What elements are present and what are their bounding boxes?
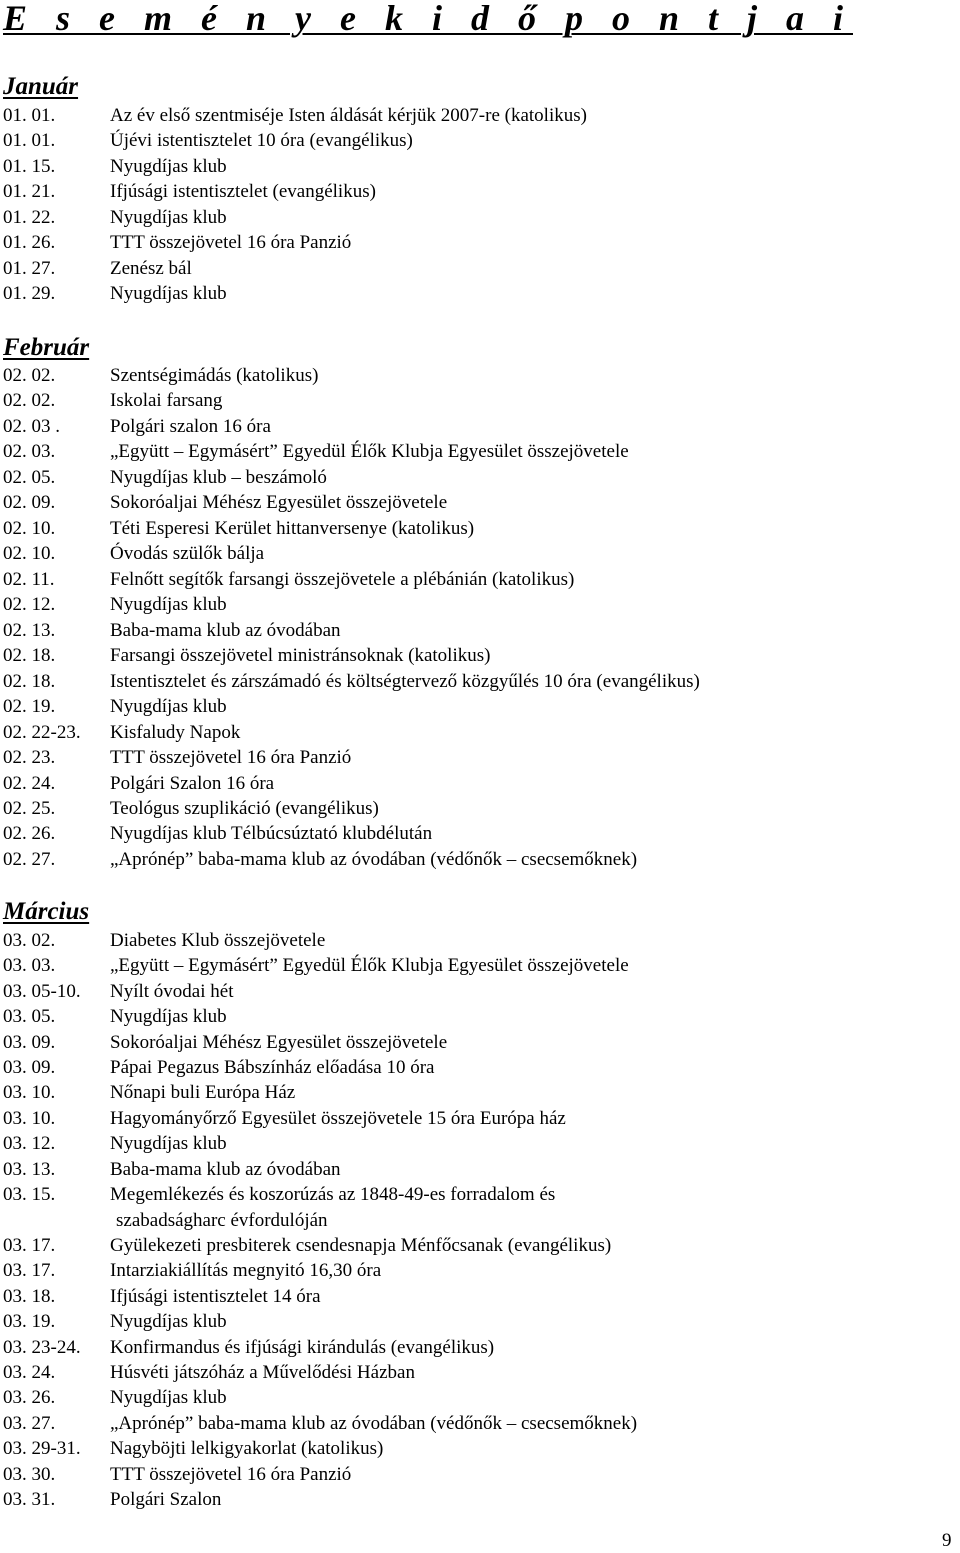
event-date: 01. 29. xyxy=(3,283,56,304)
event-description: „Együtt – Egymásért” Egyedül Élők Klubja Egyesület összejövetele xyxy=(110,955,629,976)
event-description: TTT összejövetel 16 óra Panzió xyxy=(110,232,352,253)
event-description: Óvodás szülők bálja xyxy=(110,543,265,564)
event-description: Iskolai farsang xyxy=(110,390,223,411)
event-description: Polgári Szalon 16 óra xyxy=(110,773,275,794)
event-date: 03. 29-31. xyxy=(3,1438,81,1459)
event-date: 02. 26. xyxy=(3,823,56,844)
event-description: Baba-mama klub az óvodában xyxy=(110,1159,341,1180)
event-date: 02. 22-23. xyxy=(3,722,81,743)
event-date: 02. 10. xyxy=(3,543,56,564)
event-date: 02. 18. xyxy=(3,645,56,666)
event-description: Nyugdíjas klub xyxy=(110,1387,227,1408)
event-description: Nyugdíjas klub xyxy=(110,283,227,304)
event-date: 03. 27. xyxy=(3,1413,56,1434)
event-description: „Aprónép” baba-mama klub az óvodában (védőnők – csecsemőknek) xyxy=(110,849,638,870)
event-description: Megemlékezés és koszorúzás az 1848-49-es forradalom és xyxy=(110,1184,556,1205)
event-description: Nyugdíjas klub – beszámoló xyxy=(110,467,327,488)
event-date: 03. 09. xyxy=(3,1032,56,1053)
event-date: 03. 18. xyxy=(3,1286,56,1307)
page-title: E s e m é n y e k i d ő p o n t j a i xyxy=(3,0,853,38)
event-date: 02. 23. xyxy=(3,747,56,768)
event-date: 03. 26. xyxy=(3,1387,56,1408)
event-date: 03. 10. xyxy=(3,1082,56,1103)
event-date: 03. 31. xyxy=(3,1489,56,1510)
event-description: Felnőtt segítők farsangi összejövetele a plébánián (katolikus) xyxy=(110,569,575,590)
event-description: Polgári szalon 16 óra xyxy=(110,416,271,437)
event-description: Nyugdíjas klub xyxy=(110,1311,227,1332)
event-date: 02. 24. xyxy=(3,773,56,794)
event-date: 01. 22. xyxy=(3,207,56,228)
event-date: 02. 02. xyxy=(3,390,56,411)
month-heading: Január xyxy=(3,73,79,100)
event-description: Polgári Szalon xyxy=(110,1489,222,1510)
event-date: 03. 15. xyxy=(3,1184,56,1205)
event-description: Nyugdíjas klub xyxy=(110,156,227,177)
event-description: Nyugdíjas klub xyxy=(110,207,227,228)
event-date: 02. 09. xyxy=(3,492,56,513)
event-date: 01. 21. xyxy=(3,181,56,202)
event-date: 02. 05. xyxy=(3,467,56,488)
event-date: 03. 05. xyxy=(3,1006,56,1027)
event-description: Farsangi összejövetel ministránsoknak (katolikus) xyxy=(110,645,491,666)
event-date: 03. 03. xyxy=(3,955,56,976)
event-date: 02. 27. xyxy=(3,849,56,870)
event-date: 03. 10. xyxy=(3,1108,56,1129)
event-description-continuation: szabadságharc évfordulóján xyxy=(116,1210,328,1231)
event-date: 02. 19. xyxy=(3,696,56,717)
event-description: Nyugdíjas klub xyxy=(110,594,227,615)
event-description: Nyugdíjas klub Télbúcsúztató klubdélután xyxy=(110,823,433,844)
event-date: 02. 03. xyxy=(3,441,56,462)
event-description: Zenész bál xyxy=(110,258,192,279)
event-description: Ifjúsági istentisztelet (evangélikus) xyxy=(110,181,376,202)
event-description: Szentségimádás (katolikus) xyxy=(110,365,319,386)
event-description: Kisfaludy Napok xyxy=(110,722,241,743)
event-description: „Aprónép” baba-mama klub az óvodában (védőnők – csecsemőknek) xyxy=(110,1413,638,1434)
event-date: 01. 01. xyxy=(3,130,56,151)
event-description: Sokoróaljai Méhész Egyesület összejövetele xyxy=(110,492,448,513)
event-description: Az év első szentmiséje Isten áldását kérjük 2007-re (katolikus) xyxy=(110,105,587,126)
event-date: 01. 01. xyxy=(3,105,56,126)
event-description: Istentisztelet és zárszámadó és költségtervező közgyűlés 10 óra (evangélikus) xyxy=(110,671,700,692)
page-number: 9 xyxy=(942,1530,952,1551)
event-date: 02. 25. xyxy=(3,798,56,819)
month-heading: Február xyxy=(3,334,90,361)
event-description: Újévi istentisztelet 10 óra (evangélikus) xyxy=(110,130,413,151)
event-date: 03. 09. xyxy=(3,1057,56,1078)
event-description: Téti Esperesi Kerület hittanversenye (katolikus) xyxy=(110,518,475,539)
event-date: 03. 23-24. xyxy=(3,1337,81,1358)
event-date: 01. 27. xyxy=(3,258,56,279)
month-heading: Március xyxy=(3,898,90,925)
event-description: Intarziakiállítás megnyitó 16,30 óra xyxy=(110,1260,382,1281)
event-date: 02. 03 . xyxy=(3,416,60,437)
event-date: 03. 02. xyxy=(3,930,56,951)
event-date: 03. 24. xyxy=(3,1362,56,1383)
event-description: Nőnapi buli Európa Ház xyxy=(110,1082,296,1103)
event-description: TTT összejövetel 16 óra Panzió xyxy=(110,747,352,768)
event-description: Diabetes Klub összejövetele xyxy=(110,930,326,951)
event-date: 03. 12. xyxy=(3,1133,56,1154)
event-date: 02. 18. xyxy=(3,671,56,692)
event-description: „Együtt – Egymásért” Egyedül Élők Klubja Egyesület összejövetele xyxy=(110,441,629,462)
event-description: Nyugdíjas klub xyxy=(110,696,227,717)
event-description: Baba-mama klub az óvodában xyxy=(110,620,341,641)
event-description: Konfirmandus és ifjúsági kirándulás (evangélikus) xyxy=(110,1337,495,1358)
event-description: Húsvéti játszóház a Művelődési Házban xyxy=(110,1362,415,1383)
event-date: 02. 02. xyxy=(3,365,56,386)
event-date: 03. 13. xyxy=(3,1159,56,1180)
event-date: 01. 26. xyxy=(3,232,56,253)
event-date: 03. 17. xyxy=(3,1260,56,1281)
event-date: 02. 13. xyxy=(3,620,56,641)
event-description: Gyülekezeti presbiterek csendesnapja Ménfőcsanak (evangélikus) xyxy=(110,1235,612,1256)
event-date: 02. 12. xyxy=(3,594,56,615)
event-description: TTT összejövetel 16 óra Panzió xyxy=(110,1464,352,1485)
event-description: Sokoróaljai Méhész Egyesület összejövetele xyxy=(110,1032,448,1053)
event-date: 03. 30. xyxy=(3,1464,56,1485)
event-description: Teológus szuplikáció (evangélikus) xyxy=(110,798,379,819)
event-description: Pápai Pegazus Bábszínház előadása 10 óra xyxy=(110,1057,435,1078)
event-description: Nyugdíjas klub xyxy=(110,1006,227,1027)
event-date: 01. 15. xyxy=(3,156,56,177)
event-date: 03. 05-10. xyxy=(3,981,81,1002)
event-date: 02. 10. xyxy=(3,518,56,539)
event-description: Nyílt óvodai hét xyxy=(110,981,234,1002)
event-description: Nyugdíjas klub xyxy=(110,1133,227,1154)
event-description: Hagyományőrző Egyesület összejövetele 15 óra Európa ház xyxy=(110,1108,566,1129)
event-date: 03. 17. xyxy=(3,1235,56,1256)
event-description: Ifjúsági istentisztelet 14 óra xyxy=(110,1286,321,1307)
event-description: Nagyböjti lelkigyakorlat (katolikus) xyxy=(110,1438,384,1459)
event-date: 03. 19. xyxy=(3,1311,56,1332)
event-date: 02. 11. xyxy=(3,569,55,590)
